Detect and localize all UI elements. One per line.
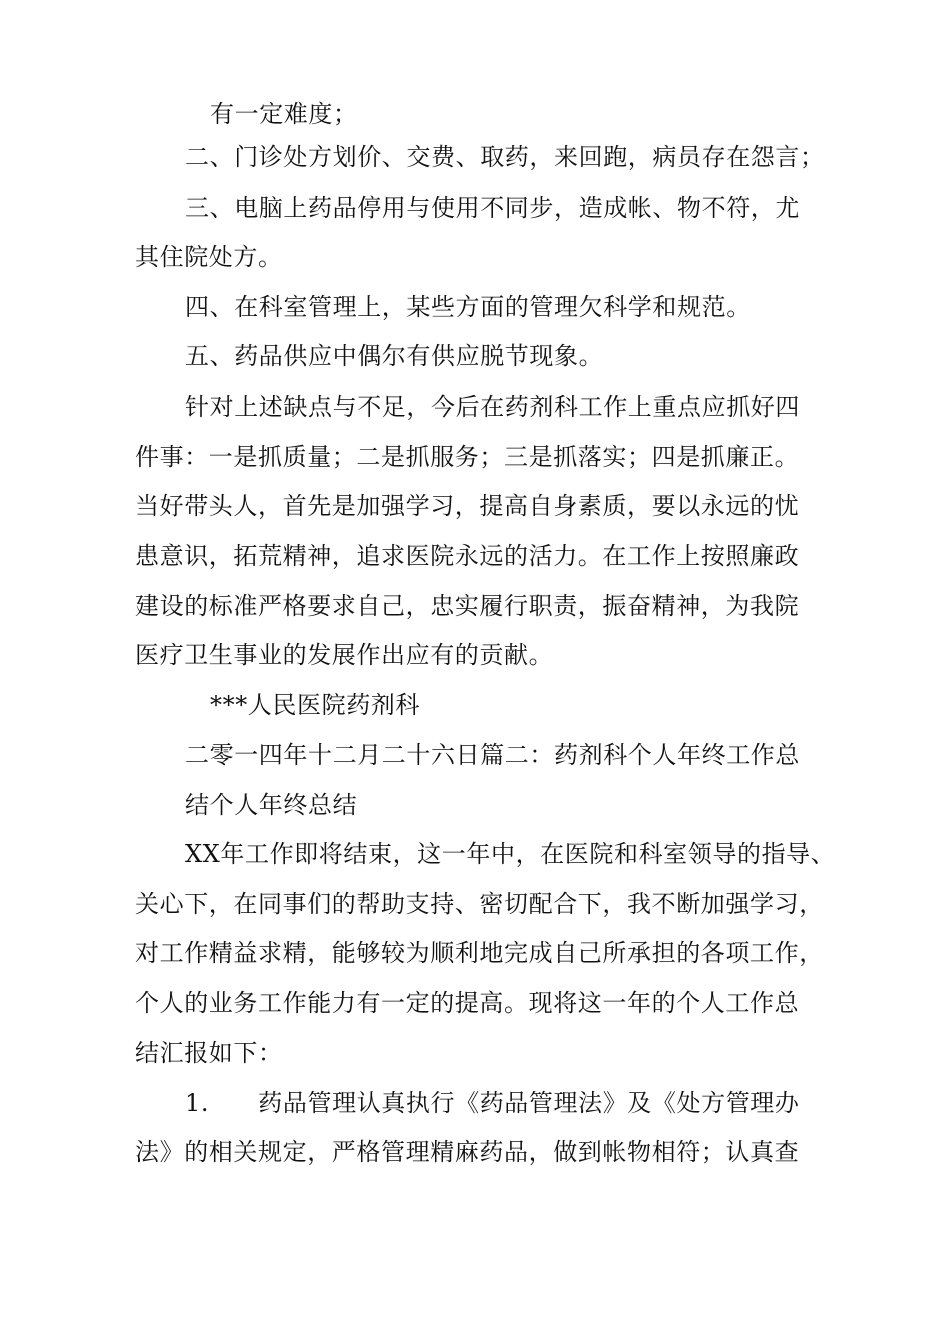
text-line: 其住院处方。 [135,243,283,271]
text-line: 当好带头人，首先是加强学习，提高自身素质，要以永远的忧 [135,492,800,520]
text-line: 件事：一是抓质量；二是抓服务；三是抓落实；四是抓廉正。 [135,443,800,471]
text-line: 建设的标准严格要求自己，忠实履行职责，振奋精神，为我院 [135,592,800,620]
text-line: 患意识，拓荒精神，追求医院永远的活力。在工作上按照廉政 [135,542,800,570]
text-line: 三、电脑上药品停用与使用不同步，造成帐、物不符，尤 [185,194,800,222]
section-title: 结个人年终总结 [185,791,358,819]
text-line: 五、药品供应中偶尔有供应脱节现象。 [185,342,604,370]
numbered-item: 1. 药品管理认真执行《药品管理法》及《处方管理办 [185,1089,800,1117]
text-line: 二零一四年十二月二十六日篇二：药剂科个人年终工作总 [185,741,800,769]
text-line: 二、门诊处方划价、交费、取药，来回跑，病员存在怨言； [185,143,825,171]
text-line: 对工作精益求精，能够较为顺利地完成自己所承担的各项工作， [135,939,824,967]
text-line: 法》的相关规定，严格管理精麻药品，做到帐物相符；认真查 [135,1138,800,1166]
text-line: 有一定难度； [210,100,358,128]
text-line: 关心下，在同事们的帮助支持、密切配合下，我不断加强学习， [135,890,824,918]
text-line: 医疗卫生事业的发展作出应有的贡献。 [135,641,554,669]
text-line: 四、在科室管理上，某些方面的管理欠科学和规范。 [185,293,751,321]
text-line: 针对上述缺点与不足，今后在药剂科工作上重点应抓好四 [185,393,800,421]
text-line: 个人的业务工作能力有一定的提高。现将这一年的个人工作总 [135,989,800,1017]
text-line: 结汇报如下： [135,1039,283,1067]
signature-department: ***人民医院药剂科 [210,691,420,719]
text-line: XX年工作即将结束，这一年中，在医院和科室领导的指导、 [185,840,836,868]
